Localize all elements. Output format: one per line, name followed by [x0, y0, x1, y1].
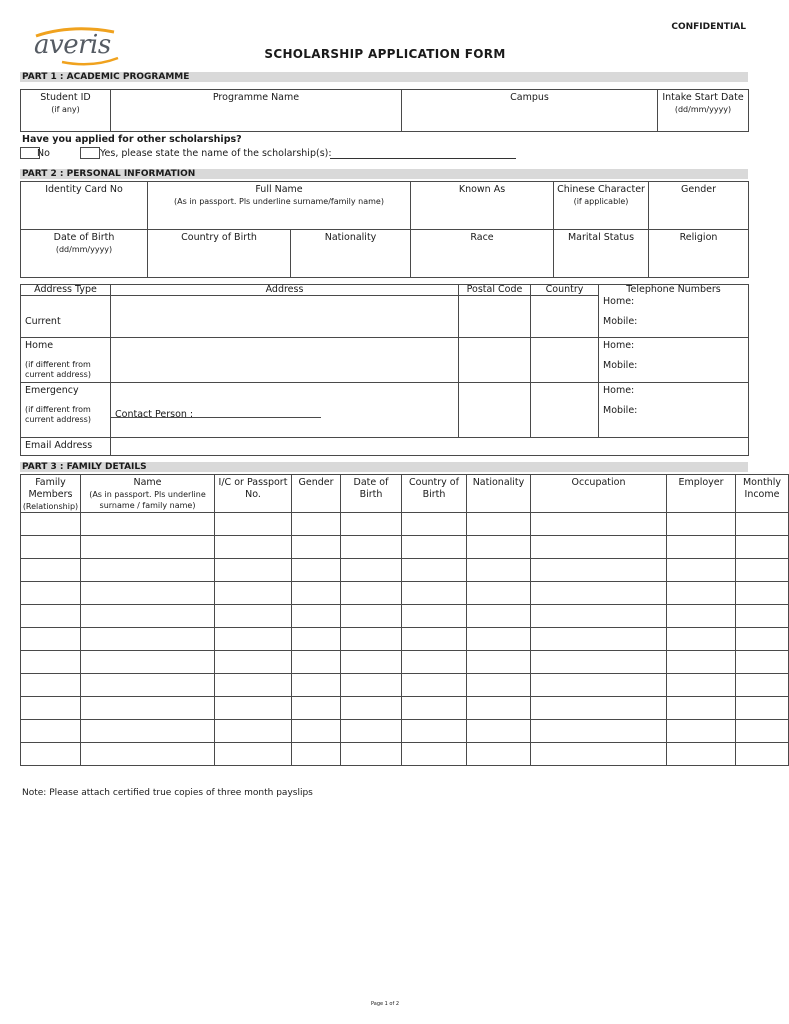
emergency-if-different-2: current address)	[25, 415, 91, 424]
family-cell[interactable]	[341, 559, 402, 582]
occupation-label: Occupation	[571, 477, 626, 488]
table-row	[21, 582, 789, 605]
table-row	[21, 697, 789, 720]
home-address-type	[21, 338, 111, 383]
family-cell[interactable]	[531, 582, 667, 605]
known-as-field[interactable]	[411, 182, 554, 230]
family-cell[interactable]	[292, 743, 341, 766]
family-cell[interactable]	[667, 582, 736, 605]
family-cell[interactable]	[341, 743, 402, 766]
emergency-mobile-phone-label: Mobile:	[603, 405, 638, 416]
gender-header	[292, 475, 341, 513]
name-header	[81, 475, 215, 513]
home-phone-cell[interactable]	[599, 338, 749, 383]
family-cell[interactable]	[341, 720, 402, 743]
family-cell[interactable]	[667, 628, 736, 651]
family-cell[interactable]	[667, 605, 736, 628]
emergency-if-different-1: (if different from	[25, 405, 91, 414]
family-cell[interactable]	[402, 582, 467, 605]
home-if-different-1: (if different from	[25, 360, 91, 369]
ic-passport-line2: No.	[245, 489, 261, 500]
family-cell[interactable]	[341, 628, 402, 651]
nationality-header	[467, 475, 531, 513]
family-cell[interactable]	[292, 536, 341, 559]
confidential-label: CONFIDENTIAL	[671, 22, 746, 32]
family-cell[interactable]	[467, 674, 531, 697]
family-cell[interactable]	[81, 513, 215, 536]
family-cell[interactable]	[81, 605, 215, 628]
family-cell[interactable]	[21, 674, 81, 697]
family-members-header	[21, 475, 81, 513]
family-cell[interactable]	[21, 628, 81, 651]
intake-start-date-sub: (dd/mm/yyyy)	[674, 105, 732, 114]
dob-header	[341, 475, 402, 513]
personal-info-table	[20, 181, 749, 278]
country-of-birth-line2: Birth	[422, 489, 446, 500]
student-id-field[interactable]	[21, 90, 111, 132]
emergency-country-field[interactable]	[531, 383, 599, 438]
family-cell[interactable]	[402, 743, 467, 766]
programme-name-label: Programme Name	[212, 92, 300, 103]
page-number: Page 1 of 2	[370, 1001, 400, 1007]
family-cell[interactable]	[81, 536, 215, 559]
family-cell[interactable]	[667, 513, 736, 536]
table-row	[21, 628, 789, 651]
family-cell[interactable]	[531, 605, 667, 628]
family-cell[interactable]	[402, 720, 467, 743]
table-row	[21, 651, 789, 674]
family-cell[interactable]	[81, 743, 215, 766]
family-cell[interactable]	[402, 674, 467, 697]
relationship-sub: (Relationship)	[22, 502, 79, 511]
table-row	[21, 743, 789, 766]
family-rows	[21, 513, 789, 766]
family-cell[interactable]	[467, 605, 531, 628]
family-dob-label: Date of Birth	[353, 477, 389, 500]
family-cell[interactable]	[402, 559, 467, 582]
date-of-birth-sub: (dd/mm/yyyy)	[55, 245, 113, 254]
ic-passport-line1: I/C or Passport	[218, 477, 288, 488]
family-cell[interactable]	[467, 536, 531, 559]
logo-text: averis	[34, 30, 111, 60]
family-cell[interactable]	[667, 674, 736, 697]
monthly-income-line2: Income	[744, 489, 780, 500]
race-label: Race	[470, 232, 494, 243]
table-row	[21, 536, 789, 559]
family-cell[interactable]	[531, 720, 667, 743]
family-cell[interactable]	[402, 651, 467, 674]
table-row	[21, 720, 789, 743]
family-cell[interactable]	[81, 651, 215, 674]
part2-heading: PART 2 : PERSONAL INFORMATION	[20, 169, 748, 179]
employer-header	[667, 475, 736, 513]
emergency-phone-cell[interactable]	[599, 383, 749, 438]
contact-person-label: Contact Person :	[115, 409, 194, 420]
country-header: Country	[531, 285, 599, 296]
home-address-field[interactable]	[111, 338, 459, 383]
form-title: SCHOLARSHIP APPLICATION FORM	[264, 47, 506, 61]
monthly-income-line1: Monthly	[742, 477, 782, 488]
country-of-birth-header	[402, 475, 467, 513]
family-cell[interactable]	[467, 559, 531, 582]
part1-heading: PART 1 : ACADEMIC PROGRAMME	[20, 72, 748, 82]
occupation-header	[531, 475, 667, 513]
family-cell[interactable]	[467, 697, 531, 720]
address-table	[20, 284, 749, 456]
table-row	[21, 513, 789, 536]
current-postal-code-field[interactable]	[459, 296, 531, 338]
race-field[interactable]	[411, 230, 554, 278]
family-cell[interactable]	[402, 536, 467, 559]
family-cell[interactable]	[341, 697, 402, 720]
family-cell[interactable]	[81, 720, 215, 743]
home-if-different-2: current address)	[25, 370, 91, 379]
programme-name-field[interactable]	[111, 90, 402, 132]
table-row	[21, 605, 789, 628]
marital-status-label: Marital Status	[567, 232, 635, 243]
country-of-birth-line1: Country of	[409, 477, 459, 488]
current-phone-cell[interactable]	[599, 296, 749, 338]
family-cell[interactable]	[215, 582, 292, 605]
family-cell[interactable]	[341, 651, 402, 674]
family-cell[interactable]	[292, 674, 341, 697]
scholarship-name-line[interactable]	[330, 158, 516, 159]
family-cell[interactable]	[215, 559, 292, 582]
family-cell[interactable]	[215, 720, 292, 743]
date-of-birth-field[interactable]	[21, 230, 148, 278]
family-cell[interactable]	[736, 536, 789, 559]
family-cell[interactable]	[21, 605, 81, 628]
student-id-label: Student ID	[40, 92, 91, 103]
payslip-note: Note: Please attach certified true copies of three month payslips	[22, 788, 313, 798]
family-cell[interactable]	[467, 720, 531, 743]
no-label: No	[37, 148, 50, 159]
family-cell[interactable]	[21, 651, 81, 674]
home-postal-code-field[interactable]	[459, 338, 531, 383]
family-cell[interactable]	[21, 536, 81, 559]
family-cell[interactable]	[292, 582, 341, 605]
identity-card-field[interactable]	[21, 182, 148, 230]
employer-label: Employer	[678, 477, 724, 488]
family-cell[interactable]	[292, 720, 341, 743]
full-name-field[interactable]	[148, 182, 411, 230]
campus-field[interactable]	[402, 90, 658, 132]
current-country-field[interactable]	[531, 296, 599, 338]
family-cell[interactable]	[215, 743, 292, 766]
current-mobile-phone-label: Mobile:	[603, 315, 638, 327]
family-cell[interactable]	[531, 513, 667, 536]
family-cell[interactable]	[81, 559, 215, 582]
other-scholarships-question: Have you applied for other scholarships?	[22, 134, 242, 145]
known-as-label: Known As	[458, 184, 506, 195]
name-sub-2: surname / family name)	[99, 501, 196, 510]
academic-programme-table	[20, 89, 749, 132]
table-row	[21, 674, 789, 697]
family-nationality-label: Nationality	[472, 477, 525, 488]
chinese-character-sub: (if applicable)	[573, 197, 629, 206]
family-cell[interactable]	[402, 605, 467, 628]
telephone-numbers-header: Telephone Numbers	[599, 285, 749, 296]
intake-start-date-label: Intake Start Date	[662, 92, 744, 103]
family-cell[interactable]	[341, 605, 402, 628]
family-cell[interactable]	[341, 513, 402, 536]
monthly-income-header	[736, 475, 789, 513]
family-cell[interactable]	[667, 651, 736, 674]
family-cell[interactable]	[81, 582, 215, 605]
family-cell[interactable]	[736, 605, 789, 628]
family-cell[interactable]	[215, 536, 292, 559]
family-cell[interactable]	[531, 697, 667, 720]
current-address-field[interactable]	[111, 296, 459, 338]
religion-field[interactable]	[649, 230, 749, 278]
country-of-birth-field[interactable]	[148, 230, 291, 278]
family-cell[interactable]	[21, 559, 81, 582]
family-cell[interactable]	[736, 697, 789, 720]
emergency-postal-code-field[interactable]	[459, 383, 531, 438]
yes-checkbox[interactable]	[80, 147, 100, 159]
family-cell[interactable]	[341, 582, 402, 605]
family-cell[interactable]	[736, 743, 789, 766]
emergency-address-type	[21, 383, 111, 438]
family-cell[interactable]	[292, 605, 341, 628]
email-address-label-cell	[21, 438, 111, 456]
family-cell[interactable]	[467, 513, 531, 536]
gender-label: Gender	[681, 184, 717, 195]
gender-field[interactable]	[649, 182, 749, 230]
family-cell[interactable]	[292, 559, 341, 582]
nationality-label: Nationality	[324, 232, 377, 243]
family-cell[interactable]	[531, 651, 667, 674]
campus-label: Campus	[510, 92, 549, 103]
name-line1: Name	[133, 477, 162, 488]
family-cell[interactable]	[667, 720, 736, 743]
family-cell[interactable]	[341, 536, 402, 559]
family-cell[interactable]	[21, 513, 81, 536]
family-cell[interactable]	[667, 536, 736, 559]
family-cell[interactable]	[531, 628, 667, 651]
home-country-field[interactable]	[531, 338, 599, 383]
family-cell[interactable]	[736, 559, 789, 582]
family-cell[interactable]	[736, 582, 789, 605]
home-home-phone-label: Home:	[603, 340, 635, 351]
family-cell[interactable]	[215, 674, 292, 697]
family-cell[interactable]	[467, 743, 531, 766]
current-address-type	[21, 296, 111, 338]
identity-card-label: Identity Card No	[45, 184, 123, 195]
family-cell[interactable]	[21, 697, 81, 720]
emergency-label: Emergency	[25, 385, 79, 396]
family-cell[interactable]	[81, 674, 215, 697]
religion-label: Religion	[679, 232, 718, 243]
family-cell[interactable]	[531, 559, 667, 582]
family-cell[interactable]	[667, 559, 736, 582]
email-address-label: Email Address	[25, 440, 93, 451]
current-label: Current	[25, 316, 61, 327]
email-address-field[interactable]	[111, 438, 749, 456]
family-cell[interactable]	[215, 697, 292, 720]
family-cell[interactable]	[81, 628, 215, 651]
family-cell[interactable]	[531, 674, 667, 697]
intake-start-date-field[interactable]	[658, 90, 749, 132]
ic-passport-header	[215, 475, 292, 513]
emergency-address-field[interactable]	[111, 383, 459, 438]
part3-heading: PART 3 : FAMILY DETAILS	[20, 462, 748, 472]
home-mobile-phone-label: Mobile:	[603, 360, 638, 371]
chinese-character-label: Chinese Character	[557, 184, 645, 195]
family-cell[interactable]	[402, 697, 467, 720]
family-cell[interactable]	[215, 605, 292, 628]
family-cell[interactable]	[292, 697, 341, 720]
current-home-phone-label: Home:	[603, 295, 635, 307]
family-cell[interactable]	[215, 628, 292, 651]
family-cell[interactable]	[667, 743, 736, 766]
family-cell[interactable]	[402, 513, 467, 536]
family-cell[interactable]	[402, 628, 467, 651]
family-cell[interactable]	[531, 743, 667, 766]
country-of-birth-label: Country of Birth	[181, 232, 257, 243]
table-row	[21, 559, 789, 582]
name-sub-1: (As in passport. Pls underline	[89, 490, 206, 499]
family-cell[interactable]	[531, 536, 667, 559]
family-members-line1: Family	[35, 477, 66, 488]
family-cell[interactable]	[467, 651, 531, 674]
family-cell[interactable]	[667, 697, 736, 720]
address-header: Address	[111, 285, 459, 296]
family-cell[interactable]	[292, 513, 341, 536]
family-gender-label: Gender	[298, 477, 334, 488]
home-label: Home	[25, 340, 54, 351]
family-cell[interactable]	[736, 651, 789, 674]
family-cell[interactable]	[81, 697, 215, 720]
nationality-field[interactable]	[291, 230, 411, 278]
date-of-birth-label: Date of Birth	[53, 232, 115, 243]
family-cell[interactable]	[736, 628, 789, 651]
averis-logo	[22, 22, 122, 68]
family-cell[interactable]	[736, 720, 789, 743]
full-name-sub: (As in passport. Pls underline surname/family name)	[174, 197, 384, 206]
family-cell[interactable]	[292, 651, 341, 674]
marital-status-field[interactable]	[554, 230, 649, 278]
family-cell[interactable]	[467, 628, 531, 651]
yes-label: Yes, please state the name of the scholarship(s):	[100, 148, 332, 159]
family-cell[interactable]	[215, 513, 292, 536]
family-cell[interactable]	[215, 651, 292, 674]
family-cell[interactable]	[292, 628, 341, 651]
family-cell[interactable]	[341, 674, 402, 697]
student-id-sub: (if any)	[51, 105, 80, 114]
emergency-home-phone-label: Home:	[603, 385, 635, 396]
family-members-line2: Members	[28, 489, 73, 500]
family-details-table	[20, 474, 789, 766]
full-name-label: Full Name	[255, 184, 303, 195]
family-cell[interactable]	[21, 582, 81, 605]
family-cell[interactable]	[21, 743, 81, 766]
postal-code-header: Postal Code	[459, 285, 531, 296]
family-cell[interactable]	[736, 513, 789, 536]
family-cell[interactable]	[467, 582, 531, 605]
address-type-header: Address Type	[21, 285, 111, 296]
family-cell[interactable]	[21, 720, 81, 743]
family-cell[interactable]	[736, 674, 789, 697]
chinese-character-field[interactable]	[554, 182, 649, 230]
